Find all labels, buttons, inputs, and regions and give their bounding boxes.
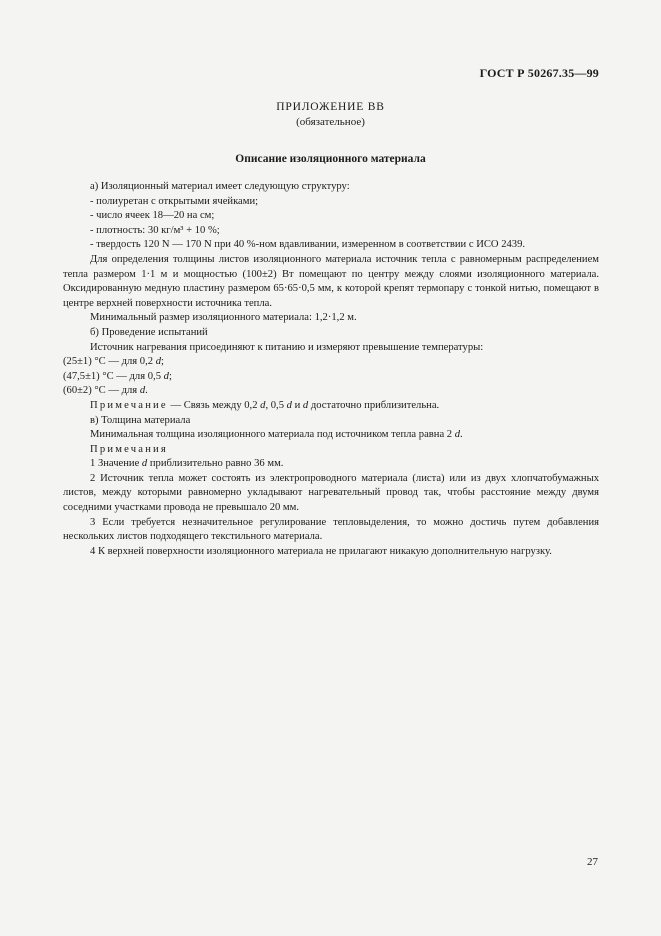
note-2: 2 Источник тепла может состоять из электропроводного материала (листа) или из двух хлопчатобумажных листов, между которыми равномерно укладывают нагревательный провод так, чтобы расстояние между двумя соседними участками провода не превышало 20 мм. <box>63 472 599 514</box>
note-1: 1 Значение d приблизительно равно 36 мм. <box>90 458 284 470</box>
note: Примечание — Связь между 0,2 d, 0,5 d и d достаточно приблизительна. <box>90 399 440 411</box>
subheading-thickness: в) Толщина материала <box>90 414 191 426</box>
subheading-testing: б) Проведение испытаний <box>90 326 208 338</box>
document-id: ГОСТ Р 50267.35—99 <box>479 66 599 80</box>
list-item: - плотность: 30 кг/м³ + 10 %; <box>90 224 220 236</box>
temperature-line: (60±2) °С — для d. <box>63 385 148 397</box>
section-title: Описание изоляционного материала <box>235 153 426 165</box>
list-item: - полиуретан с открытыми ячейками; <box>90 195 259 207</box>
page-number: 27 <box>587 856 598 868</box>
paragraph-testing: Источник нагревания присоединяют к питанию и измеряют превышение температуры: <box>90 341 484 353</box>
paragraph-thickness: Минимальная толщина изоляционного материала под источником тепла равна 2 d. <box>90 429 463 441</box>
appendix-subtitle: (обязательное) <box>296 116 365 128</box>
note-4: 4 К верхней поверхности изоляционного материала не прилагают никакую дополнительную нагрузку. <box>90 545 552 557</box>
notes-heading: Примечания <box>90 443 168 455</box>
temperature-line: (25±1) °С — для 0,2 d; <box>63 356 164 368</box>
appendix-title: ПРИЛОЖЕНИЕ ВВ <box>276 101 385 113</box>
temperature-line: (47,5±1) °С — для 0,5 d; <box>63 370 172 382</box>
paragraph-heat-source: Для определения толщины листов изоляционного материала источник тепла с равномерным распределением тепла размером 1·1 м и мощностью (100±2) Вт помещают по центру между слоями изоляционного материала. Оксидированную медную пластину размером 65·65·0,5 мм, к которой крепят термопару с тонкой нитью, помещают в центре верхней поверхности источника тепла. <box>63 253 599 309</box>
note-3: 3 Если требуется незначительное регулирование тепловыделения, то можно достичь путем добавления нескольких листов подходящего текстильного материала. <box>63 516 599 543</box>
paragraph-min-size: Минимальный размер изоляционного материала: 1,2·1,2 м. <box>90 312 357 324</box>
paragraph-structure-intro: а) Изоляционный материал имеет следующую структуру: <box>90 181 350 192</box>
body-text <box>63 180 599 559</box>
list-item: - твердость 120 N — 170 N при 40 %-ном вдавливании, измеренном в соответствии с ИСО 2439. <box>90 239 526 251</box>
list-item: - число ячеек 18—20 на см; <box>90 210 215 222</box>
